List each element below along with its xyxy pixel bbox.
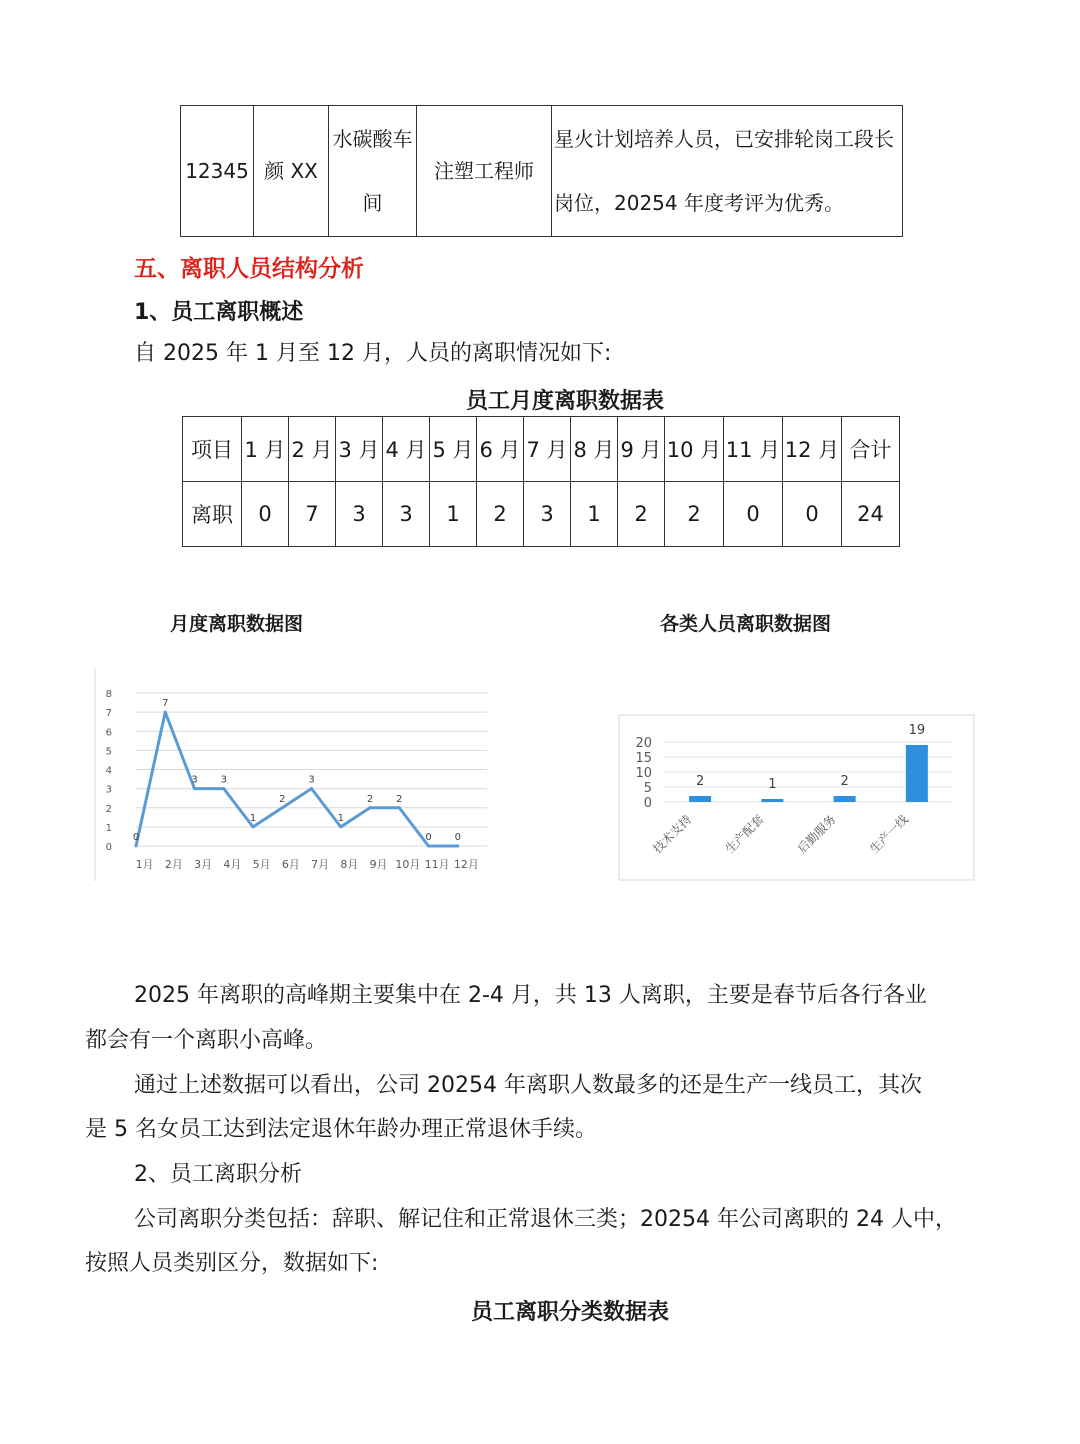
data-cell: 1 [571,482,618,547]
data-point [369,806,372,809]
data-label: 0 [454,832,461,843]
x-tick-label: 10月 [395,858,421,871]
monthly-resignation-line-chart [92,668,492,883]
data-label: 2 [840,774,849,789]
paragraph-3-line-1: 公司离职分类包括：辞职、解记住和正常退休三类；20254 年公司离职的 24 人中， [134,1207,957,1232]
x-tick-label: 1月 [135,858,154,871]
data-cell: 3 [336,482,383,547]
data-point [252,825,255,828]
bar [761,799,783,802]
x-tick-label: 9月 [369,858,388,871]
data-point [281,806,284,809]
remark-line-2: 岗位，20254 年度考评为优秀。 [554,191,844,215]
data-cell: 2 [618,482,665,547]
workshop-line-2: 间 [362,191,383,215]
header-cell: 6 月 [477,417,524,482]
x-tick-label: 7月 [311,858,330,871]
x-tick-label: 生产配套 [722,812,767,857]
header-cell: 11 月 [724,417,783,482]
x-tick-label: 8月 [340,858,359,871]
monthly-table-data-row [183,482,900,547]
header-cell: 8 月 [571,417,618,482]
y-tick-label: 5 [105,746,112,758]
x-tick-label: 12月 [453,858,479,871]
category-resignation-bar-chart [618,712,976,882]
data-label: 0 [132,832,140,843]
data-point [193,787,196,790]
x-tick-label: 生产一线 [867,812,911,857]
paragraph-2-line-2: 是 5 名女员工达到法定退休年龄办理正常退休手续。 [85,1117,597,1142]
y-tick-label: 20 [635,736,652,751]
bar [834,796,856,802]
line-chart-title: 月度离职数据图 [170,613,304,635]
header-cell: 项目 [183,417,242,482]
section-heading: 五、离职人员结构分析 [134,256,364,282]
employee-record-table [180,105,903,237]
x-tick-label: 2月 [164,858,183,871]
data-point [164,711,167,714]
bar [906,745,928,802]
data-point [456,845,459,848]
y-tick-label: 10 [635,766,652,781]
paragraph-1-line-2: 都会有一个离职小高峰。 [85,1028,328,1053]
data-label: 3 [308,774,315,786]
data-label: 1 [768,777,777,792]
y-tick-label: 7 [105,708,112,720]
x-tick-label: 3月 [194,858,213,871]
x-tick-label: 后勤服务 [794,812,839,857]
header-cell: 2 月 [289,417,336,482]
data-point [427,845,430,848]
data-cell: 1 [430,482,477,547]
data-cell: 0 [724,482,783,547]
data-point [135,845,138,848]
x-tick-label: 6月 [281,858,300,871]
data-label: 2 [279,793,286,805]
header-cell: 3 月 [336,417,383,482]
y-tick-label: 0 [643,796,652,811]
data-point [310,787,313,790]
paragraph-3-line-2: 按照人员类别区分，数据如下: [85,1251,379,1276]
data-cell: 3 [383,482,430,547]
header-cell: 10 月 [665,417,724,482]
workshop-cell [329,106,417,237]
employee-id-cell: 12345 [181,106,254,237]
class-table-title: 员工离职分类数据表 [470,1300,669,1325]
monthly-table-title: 员工月度离职数据表 [465,389,664,414]
x-tick-label: 技术支持 [650,812,695,857]
x-tick-label: 11月 [424,858,450,871]
y-tick-label: 15 [635,751,652,766]
header-cell: 1 月 [242,417,289,482]
data-point [398,806,401,809]
header-cell: 4 月 [383,417,430,482]
header-cell: 12 月 [783,417,842,482]
y-tick-label: 0 [105,842,112,853]
data-label: 2 [695,774,705,789]
y-tick-label: 5 [643,781,652,796]
header-cell: 9 月 [618,417,665,482]
bar-chart-title: 各类人员离职数据图 [660,613,832,635]
data-label: 0 [425,832,432,843]
data-cell: 离职 [183,482,242,547]
header-cell: 合计 [842,417,900,482]
y-tick-label: 3 [105,784,112,796]
paragraph-2-line-1: 通过上述数据可以看出，公司 20254 年离职人数最多的还是生产一线员工，其次 [134,1073,922,1098]
y-tick-label: 8 [105,689,112,700]
data-label: 3 [220,774,227,786]
data-cell: 3 [524,482,571,547]
data-cell: 0 [242,482,289,547]
y-tick-label: 2 [105,803,112,815]
y-tick-label: 4 [105,765,112,777]
data-cell: 7 [289,482,336,547]
paragraph-1-line-1: 2025 年离职的高峰期主要集中在 2-4 月，共 13 人离职，主要是春节后各行各业 [134,983,927,1008]
header-cell: 5 月 [430,417,477,482]
x-tick-label: 5月 [252,858,271,871]
header-cell: 7 月 [524,417,571,482]
data-label: 19 [908,723,926,738]
subsection-heading-1: 1、员工离职概述 [134,300,304,325]
employee-name-cell: 颜 XX [254,106,329,237]
data-cell: 0 [783,482,842,547]
y-tick-label: 6 [105,727,112,739]
y-tick-label: 1 [105,822,112,834]
data-point [339,825,342,828]
remark-cell [552,106,903,237]
remark-line-1: 星火计划培养人员，已安排轮岗工段长 [554,127,894,151]
data-label: 2 [396,793,403,805]
data-label: 1 [337,812,344,824]
series-line [136,712,458,846]
monthly-resignation-table [182,416,900,547]
data-point [222,787,225,790]
position-cell: 注塑工程师 [417,106,552,237]
x-tick-label: 4月 [223,858,242,871]
data-label: 1 [249,812,257,824]
bar [689,796,711,802]
data-label: 2 [366,793,374,805]
workshop-line-1: 水碳酸车 [332,127,413,151]
data-label: 7 [162,698,169,710]
data-label: 3 [191,774,198,786]
data-cell: 24 [842,482,900,547]
subsection-heading-2: 2、员工离职分析 [134,1162,302,1187]
monthly-table-header-row [183,417,900,482]
data-cell: 2 [665,482,724,547]
intro-text: 自 2025 年 1 月至 12 月，人员的离职情况如下: [134,341,612,366]
data-cell: 2 [477,482,524,547]
